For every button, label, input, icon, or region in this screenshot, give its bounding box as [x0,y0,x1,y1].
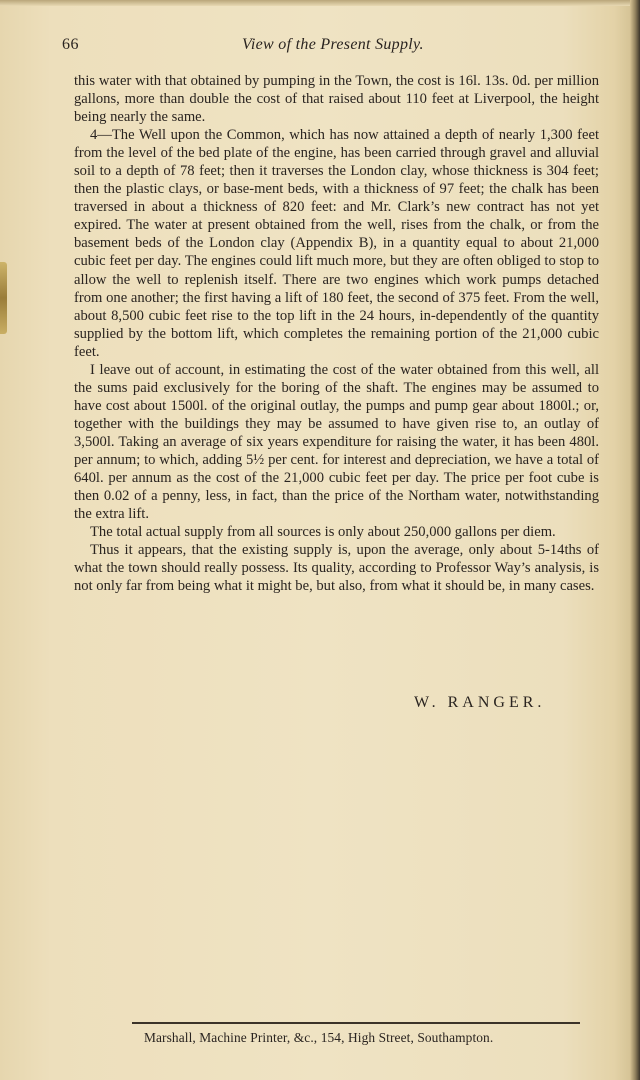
running-head: View of the Present Supply. [242,36,424,53]
paragraph: 4—The Well upon the Common, which has now attained a depth of nearly 1,300 feet from the level of the bed plate of the engine, has been carried through gravel and alluvial soil to a depth of 78 feet; then it traverses the London clay, whose thickness is 304 feet; then the plastic clays, or base-ment beds, with a thickness of 97 feet; the chalk has been traversed in about a thickness of 820 feet: and Mr. Clark’s new contract has not yet expired. The water at present obtained from the well, rises from the chalk, or from the basement beds of the London clay (Appendix B), in a quantity equal to about 21,000 cubic feet per day. The engines could lift much more, but they are often obliged to stop to allow the well to replenish itself. There are two engines which work pumps detached from one another; the first having a lift of 180 feet, the second of 375 feet. From the well, about 8,500 cubic feet rise to the top lift in the 24 hours, in-dependently of the quantity supplied by the bottom lift, which completes the remaining portion of the 21,000 cubic feet. [74,127,599,360]
page-top-edge [0,0,640,6]
bookmark-tab [0,262,7,334]
page-number: 66 [62,36,79,53]
book-spine-edge [630,0,640,1080]
footer-rule [132,1022,580,1024]
paragraph: I leave out of account, in estimating the cost of the water obtained from this well, all the sums paid exclusively for the boring of the shaft. The engines may be assumed to have cost about 1500l. of the original outlay, the pumps and pump gear about 1800l.; or, together with the buildings they may be assumed to have given rise to, an outlay of 3,500l. Taking an average of six years expenditure for raising the water, it has been 480l. per annum; to which, adding 5½ per cent. for interest and depreciation, we have a total of 640l. per annum as the cost of the 21,000 cubic feet per day. The price per foot cube is then 0.02 of a penny, less, in fact, than the price of the Northam water, notwithstanding the extra lift. [74,361,599,523]
paragraph: Thus it appears, that the existing supply is, upon the average, only about 5-14ths of what the town should really possess. Its quality, according to Professor Way’s analysis, is not only far from being what it might be, but also, from what it should be, in many cases. [74,542,599,595]
printer-imprint-text: Marshall, Machine Printer, &c., 154, High Street, Southampton. [144,1030,494,1045]
body-text [74,72,599,595]
page-header [62,36,602,58]
printer-imprint [144,1030,604,1046]
author-signature: W. RANGER. [414,694,546,711]
paragraph: this water with that obtained by pumping in the Town, the cost is 16l. 13s. 0d. per million gallons, more than double the cost of that raised about 110 feet at Liverpool, the height being nearly the same. [74,73,599,126]
paragraph: The total actual supply from all sources is only about 250,000 gallons per diem. [90,524,556,541]
